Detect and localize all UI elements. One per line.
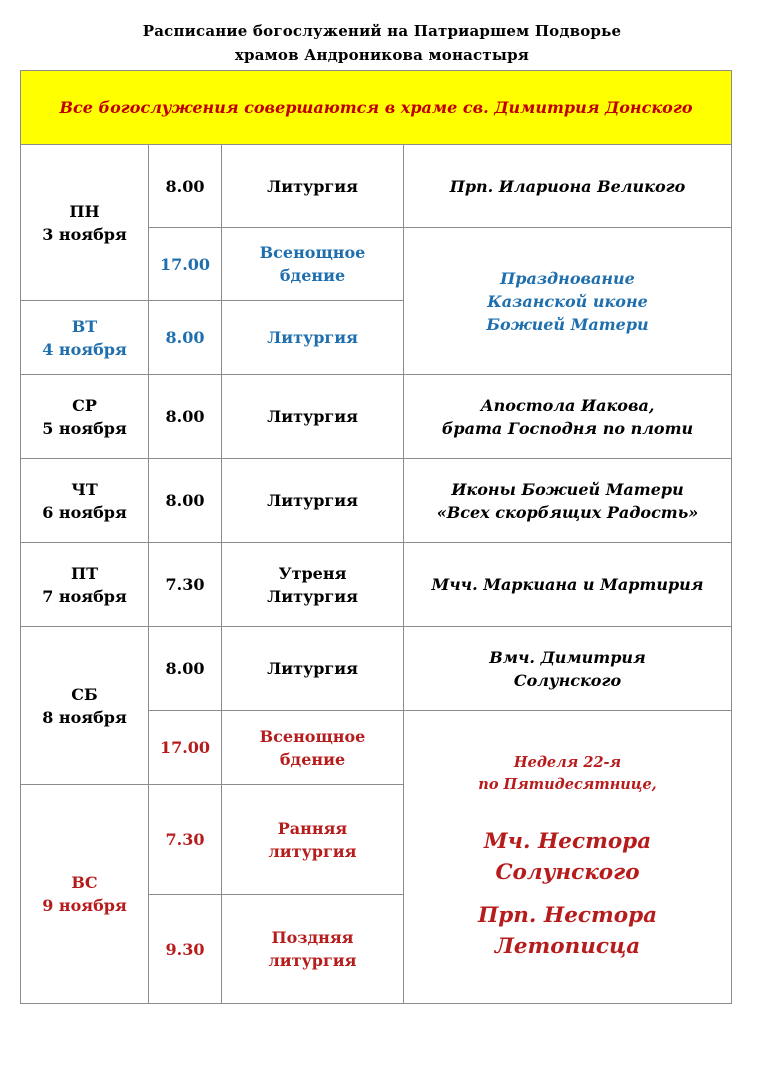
- service-cell: Утреня Литургия: [222, 543, 404, 627]
- date-label: 9 ноября: [42, 896, 127, 915]
- feast-cell-kazan: Празднование Казанской иконе Божией Матери: [404, 228, 732, 375]
- service-cell: Всенощное бдение: [222, 711, 404, 785]
- day-label: ПТ: [70, 563, 98, 583]
- day-cell-sun: [21, 785, 149, 1004]
- banner-notice: Все богослужения совершаются в храме св. Димитрия Донского: [21, 71, 732, 145]
- time-cell: 8.00: [149, 627, 222, 711]
- day-label: СБ: [71, 684, 98, 704]
- feast-cell: Мчч. Маркиана и Мартирия: [404, 543, 732, 627]
- feast-cell: Прп. Илариона Великого: [404, 145, 732, 228]
- service-cell: Поздняя литургия: [222, 895, 404, 1004]
- date-label: 3 ноября: [42, 224, 127, 244]
- feast-cell: Вмч. Димитрия Солунского: [404, 627, 732, 711]
- time-cell: 7.30: [149, 785, 222, 895]
- date-label: 6 ноября: [42, 502, 127, 522]
- day-label: ВТ: [71, 316, 98, 336]
- day-cell-fri: [21, 543, 149, 627]
- day-label: ЧТ: [71, 479, 98, 499]
- day-label: ПН: [69, 201, 100, 221]
- service-cell: Литургия: [222, 301, 404, 375]
- feast-cell-sunday: Неделя 22-я по Пятидесятнице, Мч. Нестора Солунского Прп. Нестора Летописца: [404, 711, 732, 1004]
- day-cell-wed: [21, 375, 149, 459]
- date-label: 7 ноября: [42, 586, 127, 606]
- day-cell-mon: [21, 145, 149, 301]
- date-label: 8 ноября: [42, 707, 127, 727]
- service-cell: Ранняя литургия: [222, 785, 404, 895]
- time-cell: 17.00: [149, 711, 222, 785]
- feast-cell: Апостола Иакова, брата Господня по плоти: [404, 375, 732, 459]
- day-cell-tue: [21, 301, 149, 375]
- day-cell-thu: [21, 459, 149, 543]
- page-title-line1: Расписание богослужений на Патриаршем Подворье: [142, 22, 622, 40]
- schedule-table: [20, 70, 732, 1004]
- time-cell: 8.00: [149, 301, 222, 375]
- service-cell: Литургия: [222, 145, 404, 228]
- day-label: ВС: [71, 873, 98, 892]
- feast-cell: Иконы Божией Матери «Всех скорбящих Радость»: [404, 459, 732, 543]
- date-label: 4 ноября: [42, 339, 127, 359]
- page-title-line2: храмов Андроникова монастыря: [234, 46, 530, 64]
- time-cell: 7.30: [149, 543, 222, 627]
- day-cell-sat: [21, 627, 149, 785]
- time-cell: 8.00: [149, 375, 222, 459]
- day-label: СР: [72, 395, 97, 415]
- time-cell: 8.00: [149, 459, 222, 543]
- date-label: 5 ноября: [42, 418, 127, 438]
- time-cell: 17.00: [149, 228, 222, 301]
- service-cell: Литургия: [222, 627, 404, 711]
- service-cell: Литургия: [222, 459, 404, 543]
- service-cell: Всенощное бдение: [222, 228, 404, 301]
- time-cell: 8.00: [149, 145, 222, 228]
- service-cell: Литургия: [222, 375, 404, 459]
- time-cell: 9.30: [149, 895, 222, 1004]
